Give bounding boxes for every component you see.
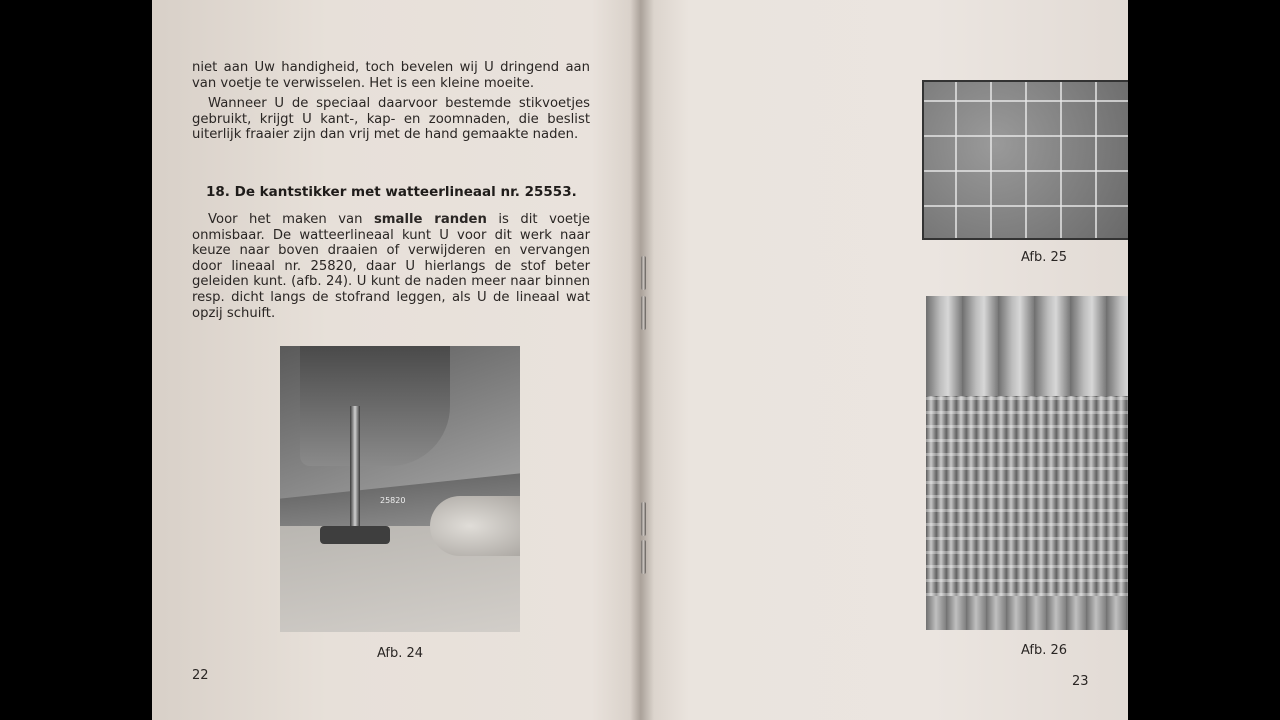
paragraph-kantstikker-intro: Voor het maken van — [208, 212, 374, 227]
caption-afb-25: Afb. 25 — [1020, 250, 1068, 265]
staple-1 — [641, 256, 646, 290]
right-page — [640, 0, 1128, 720]
quilted-fabric-photo — [922, 80, 1128, 240]
presser-foot — [320, 526, 390, 544]
fabric-hem — [926, 596, 1128, 630]
staple-2 — [641, 296, 646, 330]
staple-3 — [641, 502, 646, 536]
smocked-fabric-photo — [926, 296, 1128, 630]
staple-4 — [641, 540, 646, 574]
open-booklet — [152, 0, 1128, 720]
page-number-left: 22 — [192, 668, 209, 683]
section-heading: 18. De kantstikker met watteerlineaal nr. 25553. — [206, 184, 577, 200]
binding-shadow — [630, 0, 654, 720]
needle-bar — [350, 406, 360, 536]
caption-afb-26: Afb. 26 — [1020, 643, 1068, 658]
smocking-band — [926, 396, 1128, 596]
page-number-right: 23 — [1072, 674, 1089, 689]
hand — [430, 496, 520, 556]
paragraph-kantstikker-rest: is dit voetje onmisbaar. De watteerlineaal kunt U voor dit werk naar keuze naar boven draaien of verwijderen en vervangen door lineaal nr. 25820, daar U hierlangs de stof beter geleiden kunt. (afb. 24). U kunt de naden meer naar binnen resp. dicht langs de stofrand leggen, als U de lineaal wat opzij schuift. — [192, 212, 590, 321]
paragraph-kantstikker — [192, 212, 590, 321]
machine-arm — [300, 346, 450, 466]
left-page — [152, 0, 640, 720]
caption-afb-24: Afb. 24 — [376, 646, 424, 661]
emphasis-smalle-randen: smalle randen — [373, 212, 487, 227]
paragraph-stikvoetjes: Wanneer U de speciaal daarvoor bestemde stikvoetjes gebruikt, krijgt U kant-, kap- en zoomnaden, die beslist uiterlijk fraaier zijn dan vrij met de hand gemaakte naden. — [192, 96, 590, 143]
ruler-marking: 25820 — [380, 496, 406, 505]
sewing-machine-photo — [280, 346, 520, 632]
paragraph-intro: niet aan Uw handigheid, toch bevelen wij U dringend aan van voetje te verwisselen. Het is een kleine moeite. — [192, 60, 590, 91]
fabric-folds — [926, 296, 1128, 396]
